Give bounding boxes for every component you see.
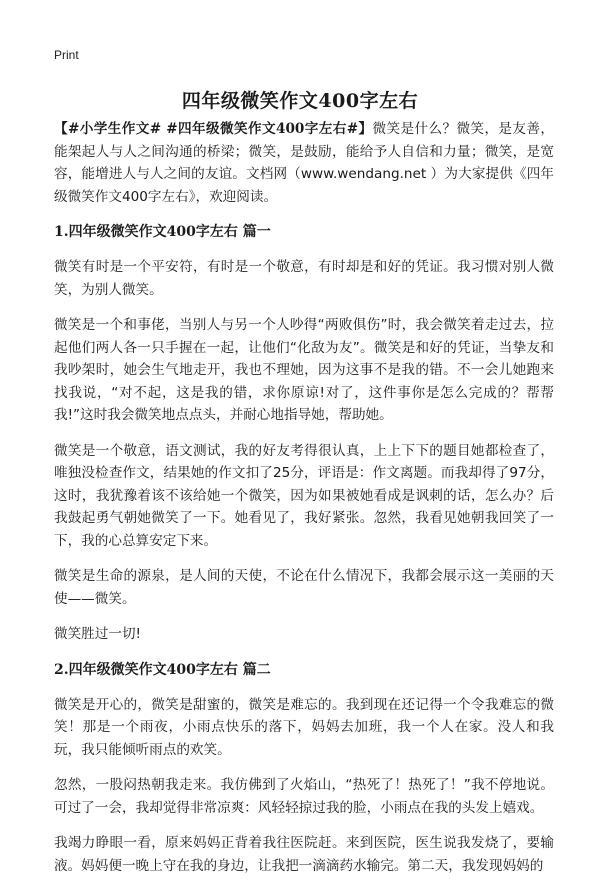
paragraph: 微笑是一个和事佬，当别人与另一个人吵得“两败俱伤”时，我会微笑着走过去，拉起他们两人各一只手握在一起，让他们“化敌为友”。微笑是和好的凭证，当挚友和我吵架时，她会生气地走开，我也不理她，因为这事不是我的错。不一会儿她跑来找我说，“对不起，这是我的错，求你原谅!对了，这件事你是怎么完成的？帮帮我!”这时我会微笑地点点头，并耐心地指导她，帮助她。 [54, 317, 554, 423]
intro-text: 微笑是什么？微笑，是友善，能架起人与人之间沟通的桥梁；微笑，是鼓励，能给予人自信和力量；微笑，是宽容，能增进人与人之间的友谊。文档网（www.wendang.net ）为大家提供《四年级微笑作文400字左右》，欢迎阅读。 [54, 121, 555, 205]
page-title: 四年级微笑作文400字左右 [181, 90, 419, 112]
paragraph: 微笑是开心的，微笑是甜蜜的，微笑是难忘的。我到现在还记得一个令我难忘的微笑！那是一个雨夜，小雨点快乐的落下，妈妈去加班，我一个人在家。没人和我玩，我只能倾听雨点的欢笑。 [54, 696, 554, 758]
paragraph: 微笑有时是一个平安符，有时是一个敬意，有时却是和好的凭证。我习惯对别人微笑，为别人微笑。 [54, 259, 554, 298]
paragraph: 我竭力睁眼一看，原来妈妈正背着我往医院赶。来到医院，医生说我发烧了，要输液。妈妈便一晚上守在我的身边，让我把一滴滴药水输完。第二天，我发现妈妈的 [54, 835, 554, 874]
intro-tags: 【#小学生作文# #四年级微笑作文400字左右#】 [54, 121, 373, 137]
print-link[interactable]: Print [54, 48, 79, 62]
section-heading-2: 2.四年级微笑作文400字左右 篇二 [54, 661, 271, 678]
paragraph: 微笑是生命的源泉，是人间的天使，不论在什么情况下，我都会展示这一美丽的天使——微笑。 [54, 568, 554, 607]
paragraph: 忽然，一股闷热朝我走来。我仿佛到了火焰山，“热死了！热死了！”我不停地说。可过了一会，我却觉得非常凉爽：风轻轻掠过我的脸，小雨点在我的头发上嬉戏。 [54, 777, 554, 816]
paragraph: 微笑胜过一切! [54, 626, 142, 642]
intro-paragraph [54, 118, 554, 208]
article-body [54, 118, 554, 890]
section-heading-1: 1.四年级微笑作文400字左右 篇一 [54, 224, 271, 240]
paragraph: 微笑是一个敬意，语文测试，我的好友考得很认真，上上下下的题目她都检查了，唯独没检查作文，结果她的作文扣了25分，评语是：作文离题。而我却得了97分，这时，我犹豫着该不该给她一个微笑，因为如果被她看成是讽刺的话，怎么办？后我鼓起勇气朝她微笑了一下。她看见了，我好紧张。忽然，我看见她朝我回笑了一下，我的心总算安定下来。 [54, 442, 554, 549]
